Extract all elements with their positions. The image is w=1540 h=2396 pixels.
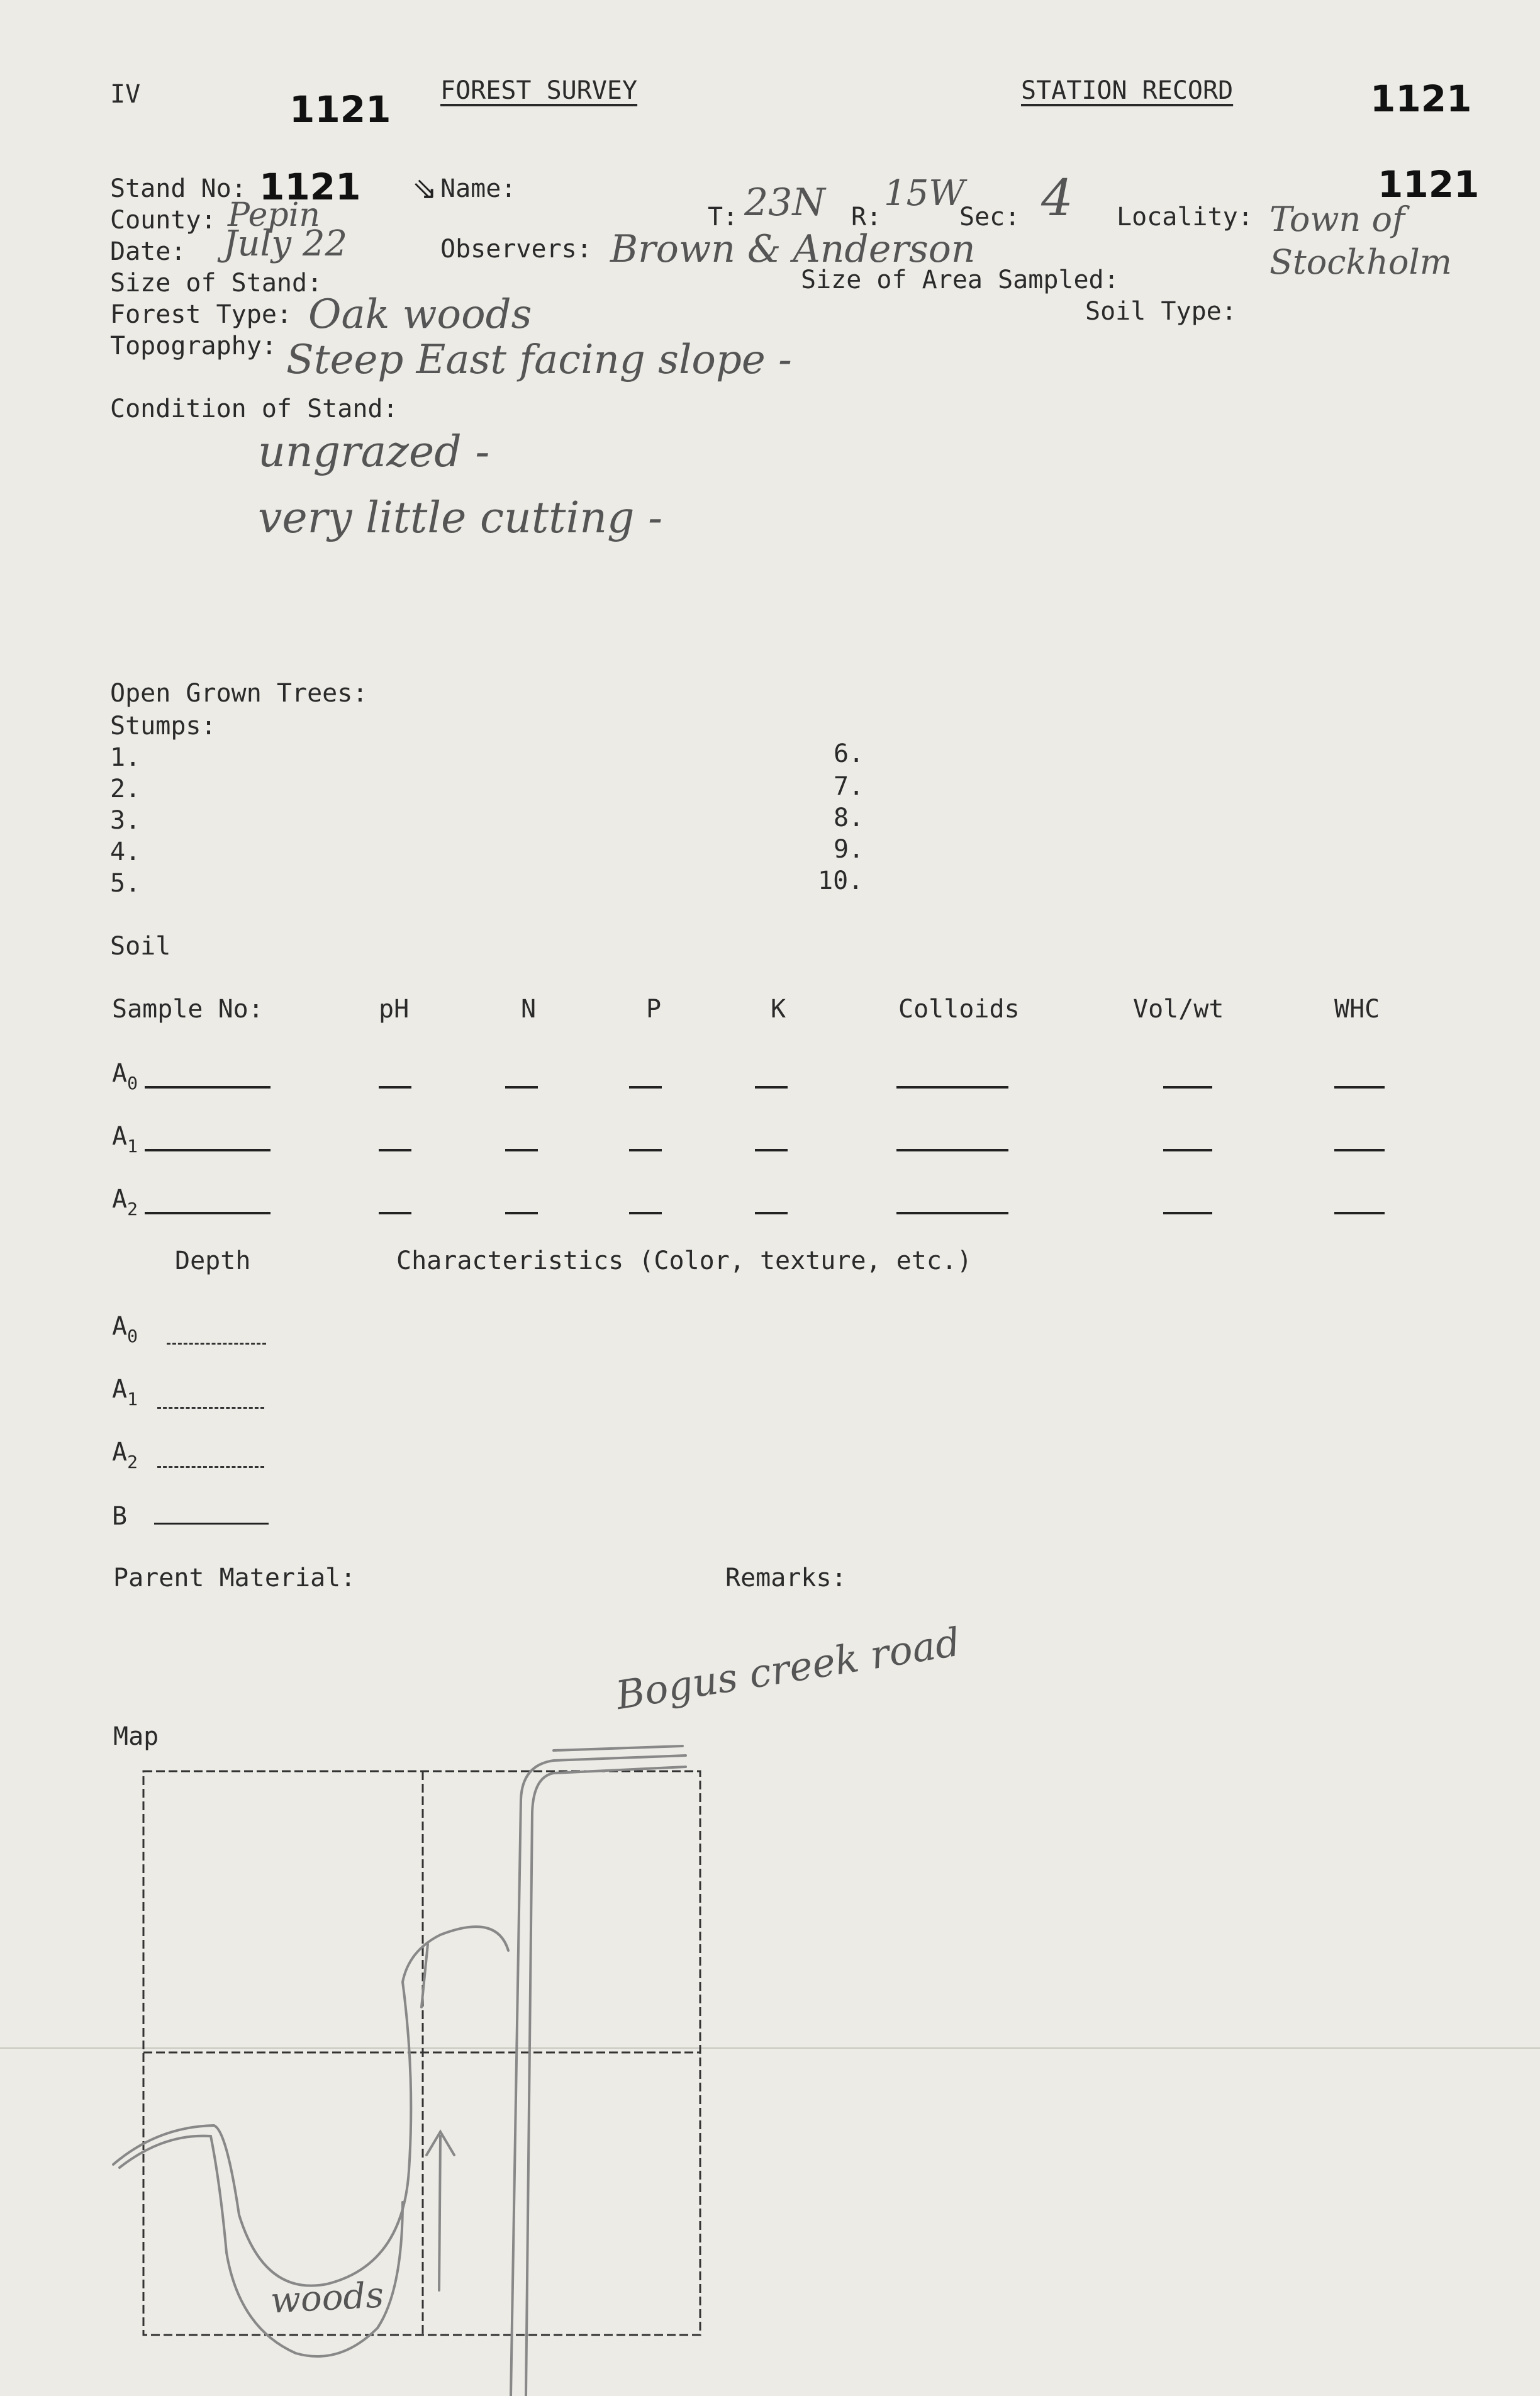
- locality-value: Town of Stockholm: [1269, 199, 1452, 282]
- stump-number: 6.: [834, 739, 864, 768]
- column-whc: WHC: [1334, 995, 1380, 1024]
- column-sample-no: Sample No:: [112, 995, 264, 1024]
- sample-row-label: $A_2$: [112, 1185, 138, 1219]
- observers-label: Observers:: [440, 235, 592, 264]
- name-label: Name:: [440, 174, 516, 203]
- map-road-label: Bogus creek road: [613, 1618, 964, 1719]
- column-k: K: [771, 995, 786, 1024]
- open-grown-trees-label: Open Grown Trees:: [110, 679, 368, 708]
- observers-value: Brown & Anderson: [610, 227, 976, 271]
- stand-no-label: Stand No:: [110, 174, 247, 203]
- record-type: STATION RECORD: [1021, 76, 1234, 105]
- woods-boundary: [113, 1927, 508, 2286]
- size-of-area-label: Size of Area Sampled:: [801, 266, 1119, 294]
- column-p: P: [646, 995, 662, 1024]
- topography-value: Steep East facing slope -: [286, 337, 792, 383]
- woods-boundary: [120, 2136, 403, 2356]
- sec-value: 4: [1041, 169, 1073, 227]
- column-vol-wt: Vol/wt: [1133, 995, 1224, 1024]
- column-n: N: [521, 995, 537, 1024]
- map-arrow: [439, 2136, 440, 2290]
- locality-label: Locality:: [1117, 203, 1253, 232]
- stamp-number-left: 1121: [289, 88, 391, 131]
- t-label: T:: [708, 203, 739, 232]
- date-label: Date:: [110, 237, 186, 266]
- sec-label: Sec:: [959, 203, 1020, 232]
- section-number: IV: [110, 80, 141, 109]
- county-label: County:: [110, 206, 216, 235]
- soil-heading: Soil: [110, 932, 171, 961]
- sample-row-label: $A_0$: [112, 1059, 138, 1094]
- remarks-label: Remarks:: [725, 1564, 847, 1593]
- road-edge: [554, 1746, 683, 1750]
- road-edge: [526, 1767, 686, 2396]
- stump-number: 8.: [834, 803, 864, 832]
- column-ph: pH: [379, 995, 410, 1024]
- stump-number: 2.: [110, 775, 141, 803]
- forest-type-value: Oak woods: [308, 291, 532, 338]
- name-stamp: 1121: [1378, 163, 1480, 206]
- depth-row-label: $A_2$: [112, 1438, 138, 1472]
- stump-number: 4.: [110, 837, 141, 866]
- sample-row-label: $A_1$: [112, 1122, 138, 1156]
- condition-line-2: very little cutting -: [258, 493, 663, 543]
- stump-number: 10.: [818, 866, 864, 895]
- forest-type-label: Forest Type:: [110, 300, 292, 329]
- depth-row-label: B: [112, 1502, 128, 1531]
- characteristics-label: Characteristics (Color, texture, etc.): [396, 1246, 973, 1275]
- t-value: 23N: [744, 181, 825, 225]
- depth-row-label: $A_1$: [112, 1375, 138, 1409]
- stump-number: 5.: [110, 869, 141, 898]
- form-title: FOREST SURVEY: [440, 76, 638, 105]
- topography-label: Topography:: [110, 332, 277, 361]
- column-colloids: Colloids: [898, 995, 1020, 1024]
- date-value: July 22: [223, 223, 348, 264]
- stump-number: 3.: [110, 806, 141, 835]
- stump-number: 7.: [834, 772, 864, 801]
- map-woods-label: woods: [269, 2275, 385, 2322]
- arrow-icon: ⇘: [412, 171, 438, 206]
- stand-no-stamp: 1121: [259, 165, 361, 208]
- county-value: Pepin: [228, 196, 320, 234]
- depth-row-label: $A_0$: [112, 1312, 138, 1346]
- condition-label: Condition of Stand:: [110, 395, 398, 423]
- map-label: Map: [113, 1722, 159, 1751]
- parent-material-label: Parent Material:: [113, 1564, 356, 1593]
- soil-type-label: Soil Type:: [1085, 297, 1237, 326]
- road-edge: [511, 1755, 686, 2396]
- condition-line-1: ungrazed -: [258, 427, 490, 477]
- r-label: R:: [851, 203, 882, 232]
- r-value: 15W: [884, 173, 965, 214]
- stump-number: 1.: [110, 743, 141, 772]
- size-of-stand-label: Size of Stand:: [110, 269, 323, 298]
- stump-number: 9.: [834, 835, 864, 864]
- depth-label: Depth: [175, 1246, 251, 1275]
- stumps-label: Stumps:: [110, 712, 216, 741]
- stamp-number-right: 1121: [1370, 77, 1472, 120]
